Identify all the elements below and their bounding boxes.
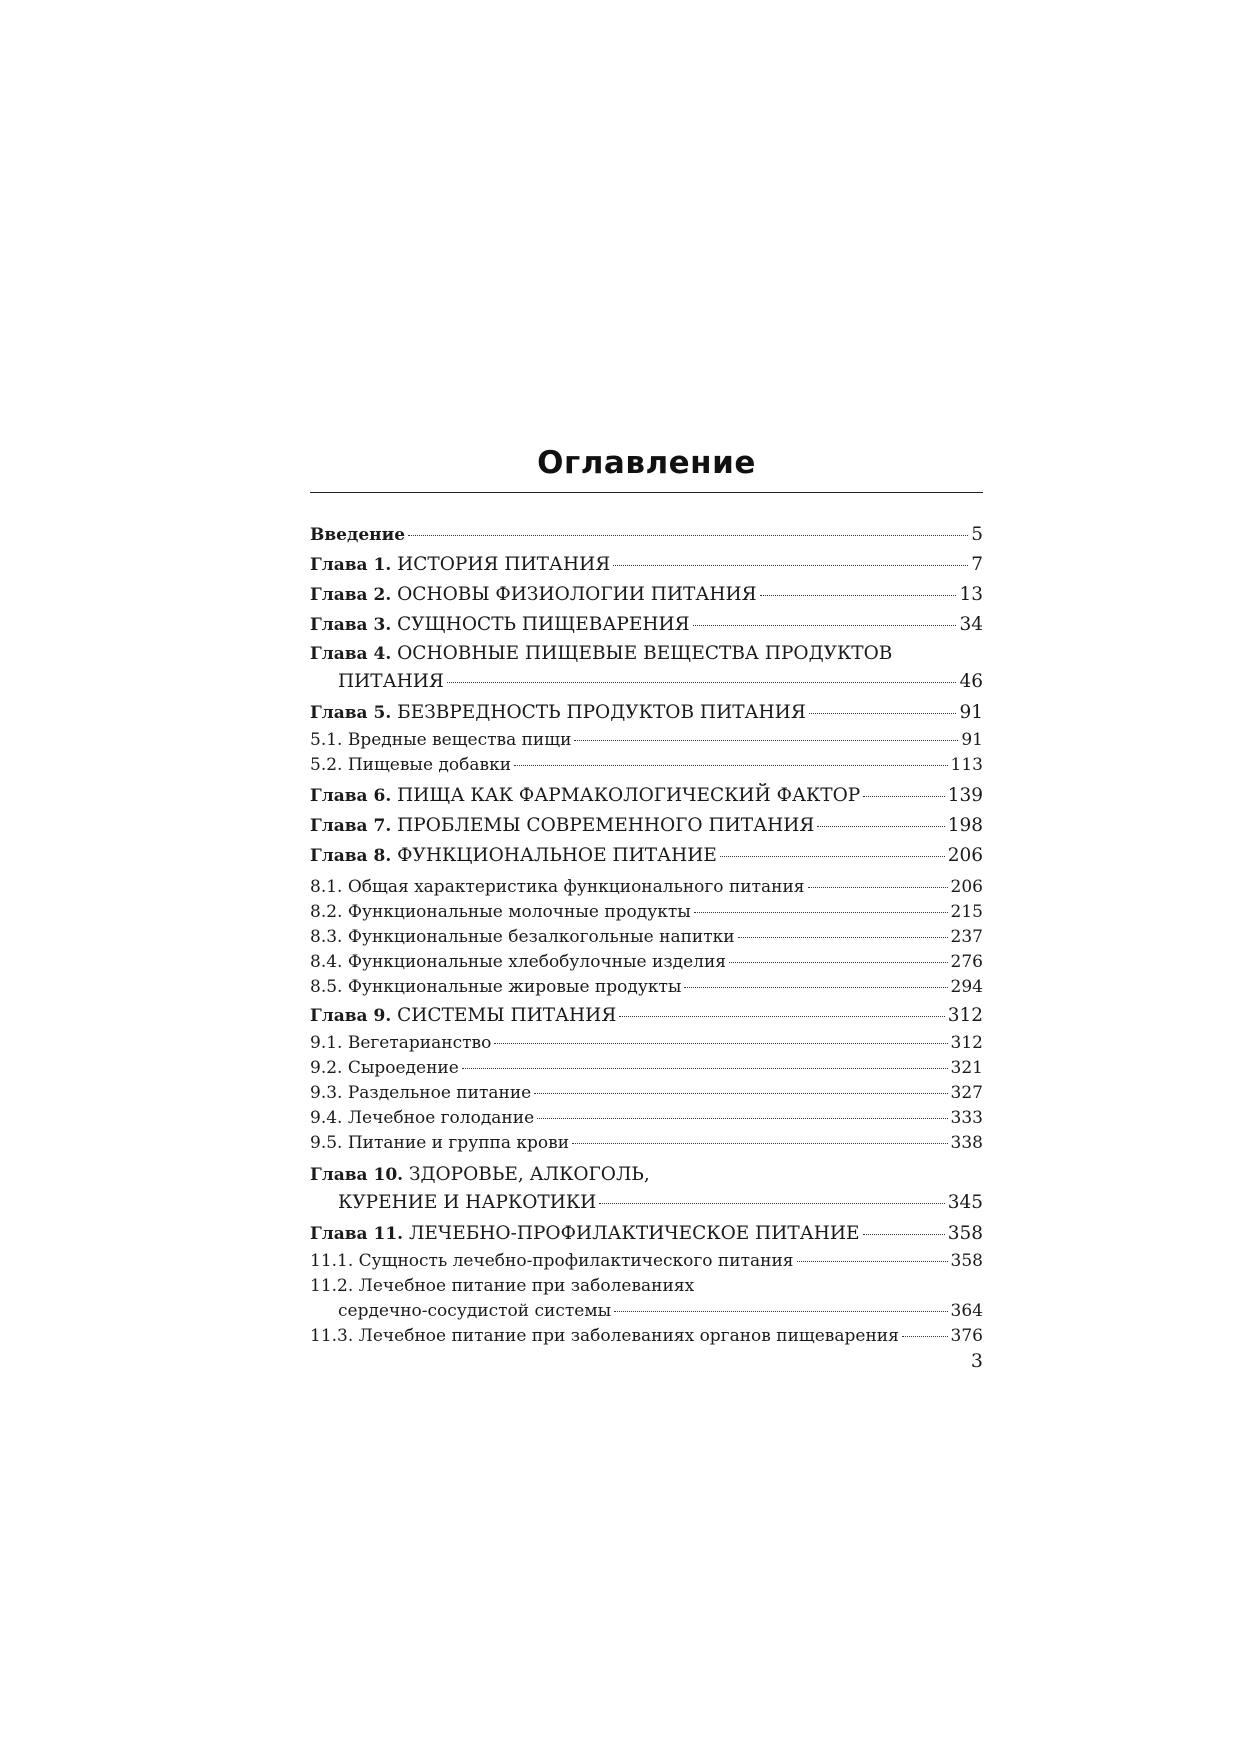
- toc-entry-chapter-4[interactable]: [310, 640, 983, 695]
- toc-label: ЛЕЧЕБНО-ПРОФИЛАКТИЧЕСКОЕ ПИТАНИЕ: [408, 1223, 860, 1244]
- toc-page: 276: [950, 952, 983, 972]
- dot-leader: [494, 1043, 947, 1044]
- chapter-prefix: Глава 7.: [310, 816, 392, 836]
- toc-label: ИСТОРИЯ ПИТАНИЯ: [397, 554, 611, 575]
- toc-entry-section-8-1[interactable]: [310, 875, 983, 900]
- dot-leader: [614, 1311, 947, 1312]
- toc-page: 206: [947, 845, 983, 866]
- toc-label: 8.2. Функциональные молочные продукты: [310, 902, 691, 922]
- toc-entry-chapter-3[interactable]: [310, 610, 983, 640]
- toc-page: 327: [950, 1083, 983, 1103]
- toc-page: 198: [947, 815, 983, 836]
- toc-entry-section-11-3[interactable]: [310, 1324, 983, 1349]
- toc-page: 312: [947, 1005, 983, 1026]
- table-of-contents: [310, 520, 983, 1349]
- toc-page: 376: [950, 1326, 983, 1346]
- toc-label-line1: ОСНОВНЫЕ ПИЩЕВЫЕ ВЕЩЕСТВА ПРОДУКТОВ: [397, 643, 893, 664]
- toc-page: 13: [959, 584, 983, 605]
- dot-leader: [619, 1016, 944, 1017]
- title-rule: [310, 492, 983, 493]
- toc-entry-section-9-3[interactable]: [310, 1081, 983, 1106]
- toc-label-line2: КУРЕНИЕ И НАРКОТИКИ: [338, 1192, 597, 1213]
- chapter-prefix: Глава 11.: [310, 1224, 404, 1244]
- dot-leader: [760, 595, 957, 596]
- toc-entry-chapter-2[interactable]: [310, 580, 983, 610]
- chapter-prefix: Глава 10.: [310, 1165, 404, 1185]
- toc-label: 5.2. Пищевые добавки: [310, 755, 512, 775]
- dot-leader: [684, 987, 947, 988]
- toc-label: 11.1. Сущность лечебно-профилактического питания: [310, 1251, 794, 1271]
- toc-page: 46: [959, 671, 983, 692]
- toc-page: 5: [971, 524, 983, 545]
- dot-leader: [797, 1261, 948, 1262]
- toc-page: 364: [950, 1301, 983, 1321]
- toc-page: 312: [950, 1033, 983, 1053]
- toc-entry-section-9-5[interactable]: [310, 1131, 983, 1156]
- toc-entry-chapter-11[interactable]: [310, 1219, 983, 1249]
- toc-entry-section-5-1[interactable]: [310, 728, 983, 753]
- toc-label-line2: сердечно-сосудистой системы: [338, 1301, 612, 1321]
- toc-page: 345: [947, 1192, 983, 1213]
- toc-label: Введение: [310, 525, 406, 545]
- dot-leader: [693, 625, 957, 626]
- toc-label: 5.1. Вредные вещества пищи: [310, 730, 572, 750]
- toc-label: БЕЗВРЕДНОСТЬ ПРОДУКТОВ ПИТАНИЯ: [397, 702, 806, 723]
- toc-page: 358: [947, 1223, 983, 1244]
- toc-entry-section-9-2[interactable]: [310, 1056, 983, 1081]
- toc-label: 8.3. Функциональные безалкогольные напитки: [310, 927, 735, 947]
- toc-page: 113: [950, 755, 983, 775]
- toc-entry-section-9-4[interactable]: [310, 1106, 983, 1131]
- toc-entry-chapter-10[interactable]: [310, 1161, 983, 1216]
- toc-label: 9.4. Лечебное голодание: [310, 1108, 535, 1128]
- dot-leader: [729, 962, 948, 963]
- toc-label: 8.1. Общая характеристика функционального питания: [310, 877, 805, 897]
- chapter-prefix: Глава 1.: [310, 555, 392, 575]
- dot-leader: [809, 713, 957, 714]
- toc-label: ПИЩА КАК ФАРМАКОЛОГИЧЕСКИЙ ФАКТОР: [397, 785, 861, 806]
- toc-label-line1: 11.2. Лечебное питание при заболеваниях: [310, 1276, 695, 1296]
- chapter-prefix: Глава 9.: [310, 1006, 392, 1026]
- toc-label: 11.3. Лечебное питание при заболеваниях органов пищеварения: [310, 1326, 899, 1346]
- toc-entry-chapter-1[interactable]: [310, 550, 983, 580]
- dot-leader: [574, 740, 958, 741]
- dot-leader: [537, 1118, 947, 1119]
- dot-leader: [817, 826, 944, 827]
- toc-entry-section-11-2[interactable]: [310, 1274, 983, 1324]
- chapter-prefix: Глава 5.: [310, 703, 392, 723]
- toc-entry-section-8-4[interactable]: [310, 950, 983, 975]
- toc-label: ПРОБЛЕМЫ СОВРЕМЕННОГО ПИТАНИЯ: [397, 815, 815, 836]
- toc-label: 9.2. Сыроедение: [310, 1058, 459, 1078]
- dot-leader: [462, 1068, 948, 1069]
- dot-leader: [694, 912, 948, 913]
- toc-entry-chapter-9[interactable]: [310, 1001, 983, 1031]
- chapter-prefix: Глава 2.: [310, 585, 392, 605]
- toc-page: 7: [971, 554, 983, 575]
- toc-label: 9.3. Раздельное питание: [310, 1083, 532, 1103]
- toc-entry-section-11-1[interactable]: [310, 1249, 983, 1274]
- toc-entry-chapter-5[interactable]: [310, 698, 983, 728]
- toc-page: 338: [950, 1133, 983, 1153]
- toc-page: 91: [961, 730, 983, 750]
- toc-label: 9.5. Питание и группа крови: [310, 1133, 570, 1153]
- dot-leader: [863, 1234, 945, 1235]
- toc-label: СИСТЕМЫ ПИТАНИЯ: [397, 1005, 617, 1026]
- toc-entry-section-8-2[interactable]: [310, 900, 983, 925]
- dot-leader: [613, 565, 968, 566]
- chapter-prefix: Глава 3.: [310, 615, 392, 635]
- toc-page: 206: [950, 877, 983, 897]
- dot-leader: [572, 1143, 948, 1144]
- toc-entry-intro[interactable]: [310, 520, 983, 550]
- toc-label: СУЩНОСТЬ ПИЩЕВАРЕНИЯ: [397, 614, 690, 635]
- toc-label: ОСНОВЫ ФИЗИОЛОГИИ ПИТАНИЯ: [397, 584, 757, 605]
- toc-page: 91: [959, 702, 983, 723]
- dot-leader: [408, 535, 968, 536]
- toc-label-line2: ПИТАНИЯ: [338, 671, 444, 692]
- toc-page: 34: [959, 614, 983, 635]
- toc-page: 358: [950, 1251, 983, 1271]
- toc-label: 8.4. Функциональные хлебобулочные изделия: [310, 952, 726, 972]
- dot-leader: [447, 682, 957, 683]
- toc-label: 8.5. Функциональные жировые продукты: [310, 977, 682, 997]
- toc-page: 321: [950, 1058, 983, 1078]
- dot-leader: [720, 856, 945, 857]
- toc-page: 294: [950, 977, 983, 997]
- dot-leader: [534, 1093, 947, 1094]
- toc-page: 333: [950, 1108, 983, 1128]
- toc-label-line1: ЗДОРОВЬЕ, АЛКОГОЛЬ,: [408, 1164, 650, 1185]
- toc-label: 9.1. Вегетарианство: [310, 1033, 492, 1053]
- toc-entry-chapter-8[interactable]: [310, 841, 983, 871]
- dot-leader: [808, 887, 948, 888]
- toc-page: 215: [950, 902, 983, 922]
- toc-label: ФУНКЦИОНАЛЬНОЕ ПИТАНИЕ: [397, 845, 717, 866]
- toc-entry-chapter-7[interactable]: [310, 811, 983, 841]
- dot-leader: [514, 765, 948, 766]
- chapter-prefix: Глава 4.: [310, 644, 392, 664]
- chapter-prefix: Глава 8.: [310, 846, 392, 866]
- dot-leader: [738, 937, 948, 938]
- dot-leader: [863, 796, 944, 797]
- page-number: 3: [970, 1350, 983, 1372]
- toc-page: 139: [947, 785, 983, 806]
- dot-leader: [902, 1336, 948, 1337]
- toc-entry-section-5-2[interactable]: [310, 753, 983, 778]
- toc-entry-chapter-6[interactable]: [310, 781, 983, 811]
- toc-page: 237: [950, 927, 983, 947]
- toc-entry-section-8-5[interactable]: [310, 975, 983, 1000]
- toc-entry-section-9-1[interactable]: [310, 1031, 983, 1056]
- chapter-prefix: Глава 6.: [310, 786, 392, 806]
- toc-entry-section-8-3[interactable]: [310, 925, 983, 950]
- page-title: Оглавление: [537, 445, 756, 481]
- dot-leader: [599, 1203, 944, 1204]
